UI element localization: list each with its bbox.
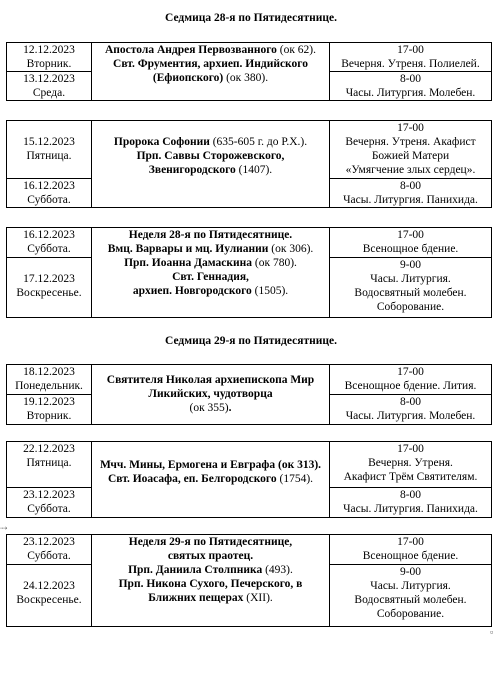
date: 15.12.2023 [23,136,75,148]
date-cell [7,72,92,101]
service-desc: Божией Матери [371,150,450,162]
feast-name: Свт. Геннадия, [172,271,249,283]
feast-name: Неделя 28-я по Пятидесятнице. [128,229,293,241]
feast-year: (ок 306). [268,243,314,255]
service-cell [330,121,492,179]
feast-name: Ближних пещерах [148,592,244,604]
service-cell [330,72,492,101]
date: 12.12.2023 [23,44,75,56]
feast-cell [92,121,330,208]
service-desc: Часы. Литургия. Панихида. [343,194,478,206]
weekday: Воскресенье. [16,594,82,606]
date: 24.12.2023 [23,580,75,592]
service-desc: Вечерня. Утреня. Акафист [345,136,476,148]
service-desc: Соборование. [376,608,445,620]
service-time: 17-00 [397,443,424,455]
feast-year: (1407). [235,164,273,176]
feast-year: (635-605 г. до Р.Х.). [209,136,308,148]
feast-name: Звенигородского [148,164,236,176]
date: 17.12.2023 [23,273,75,285]
service-cell [330,442,492,488]
feast-name: (Ефиопского) [152,72,224,84]
service-desc: Всенощное бдение. Лития. [344,380,477,392]
weekday: Пятница. [26,150,72,162]
feast-year: (1754). [276,473,314,485]
service-desc: Часы. Литургия. Панихида. [343,503,478,515]
service-desc: Акафист Трём Святителям. [343,471,478,483]
feast-name: Святителя Николая архиепископа Мир [106,374,315,386]
schedule-table-6 [6,534,492,627]
service-time: 8-00 [399,396,422,408]
service-cell [330,395,492,425]
date-cell [7,565,92,627]
service-desc: Водосвятный молебен. [354,594,467,606]
date-cell [7,365,92,395]
feast-year: (ок 62). [276,44,317,56]
feast-name: Прп. Даниила Столпника [128,564,263,576]
weekday: Суббота. [27,503,71,515]
feast-cell [92,43,330,101]
date-cell [7,395,92,425]
feast-cell [92,228,330,318]
service-cell [330,43,492,72]
feast-name: Прп. Никона Сухого, Печерского, в [118,578,303,590]
date-cell [7,43,92,72]
feast-name: архиеп. Новгородского [132,285,252,297]
service-desc: Вечерня. Утреня. [368,457,453,469]
service-cell [330,365,492,395]
week29-title: Седмица 29-я по Пятидесятнице. [165,335,337,347]
service-time: 8-00 [399,180,422,192]
service-cell [330,535,492,565]
date: 18.12.2023 [23,366,75,378]
service-desc: Часы. Литургия. [370,273,451,285]
date: 13.12.2023 [23,73,75,85]
table-resize-handle-icon: ▫ [490,627,494,637]
feast-year: (XII). [243,592,273,604]
feast-cell [92,365,330,425]
feast-name: святых праотец. [167,550,254,562]
weekday: Суббота. [27,243,71,255]
service-desc: Вечерня. Утреня. Полиелей. [341,58,480,70]
feast-year: (ок 780). [252,257,297,269]
weekday: Воскресенье. [16,287,82,299]
feast-name: Прп. Саввы Сторожевского, [136,150,285,162]
schedule-table-4 [6,364,492,425]
service-desc: Водосвятный молебен. [354,287,467,299]
service-time: 17-00 [397,44,424,56]
date: 16.12.2023 [23,180,75,192]
feast-name: Вмц. Варвары и мц. Иулиании [107,243,269,255]
feast-name: Апостола Андрея Первозванного [104,44,277,56]
feast-name: Неделя 29-я по Пятидесятнице, [128,536,293,548]
service-time: 8-00 [399,489,422,501]
feast-name: Пророка Софонии [113,136,210,148]
date-cell [7,442,92,488]
week28-title: Седмица 28-я по Пятидесятнице. [165,12,337,24]
date-cell [7,258,92,318]
service-cell [330,488,492,518]
feast-year: (ок 355) [189,402,229,414]
weekday: Понедельник. [15,380,83,392]
date: 19.12.2023 [23,396,75,408]
date-cell [7,535,92,565]
service-time: 17-00 [397,229,424,241]
date: 23.12.2023 [23,489,75,501]
service-cell [330,179,492,208]
weekday: Пятница. [26,457,72,469]
service-desc: Часы. Литургия. [370,580,451,592]
feast-name: Свт. Фрументия, архиеп. Индийского [113,58,308,70]
feast-name: Свт. Иоасафа, еп. Белгородского [107,473,277,485]
date-cell [7,488,92,518]
service-time: 17-00 [397,366,424,378]
feast-cell [92,442,330,518]
date: 23.12.2023 [23,536,75,548]
feast-year: (1505). [251,285,289,297]
feast-year: (ок 380). [223,72,269,84]
date-cell [7,228,92,258]
feast-name: . [228,402,232,414]
schedule-table-2 [6,120,492,208]
service-cell [330,258,492,318]
service-time: 17-00 [397,122,424,134]
weekday: Вторник. [26,58,72,70]
weekday: Среда. [32,87,66,99]
service-desc: Всенощное бдение. [362,550,459,562]
date: 16.12.2023 [23,229,75,241]
service-desc: Часы. Литургия. Молебен. [345,410,476,422]
feast-name: Ликийских, чудотворца [148,388,273,400]
feast-cell [92,535,330,627]
service-desc: «Умягчение злых сердец». [345,164,476,176]
service-time: 17-00 [397,536,424,548]
feast-name: Мчч. Мины, Ермогена и Евграфа (ок 313). [99,459,322,471]
service-cell [330,228,492,258]
feast-name: Прп. Иоанна Дамаскина [124,257,253,269]
service-time: 8-00 [399,73,422,85]
service-desc: Всенощное бдение. [362,243,459,255]
date-cell [7,121,92,179]
date-cell [7,179,92,208]
service-cell [330,565,492,627]
service-desc: Соборование. [376,301,445,313]
service-time: 9-00 [399,566,422,578]
anchor-marker-icon: ⇢ [0,523,8,533]
weekday: Вторник. [26,410,72,422]
service-time: 9-00 [399,259,422,271]
weekday: Суббота. [27,194,71,206]
schedule-table-5 [6,441,492,518]
date: 22.12.2023 [23,443,75,455]
weekday: Суббота. [27,550,71,562]
feast-year: (493). [262,564,293,576]
service-desc: Часы. Литургия. Молебен. [345,87,476,99]
schedule-table-1 [6,42,492,101]
schedule-table-3 [6,227,492,318]
